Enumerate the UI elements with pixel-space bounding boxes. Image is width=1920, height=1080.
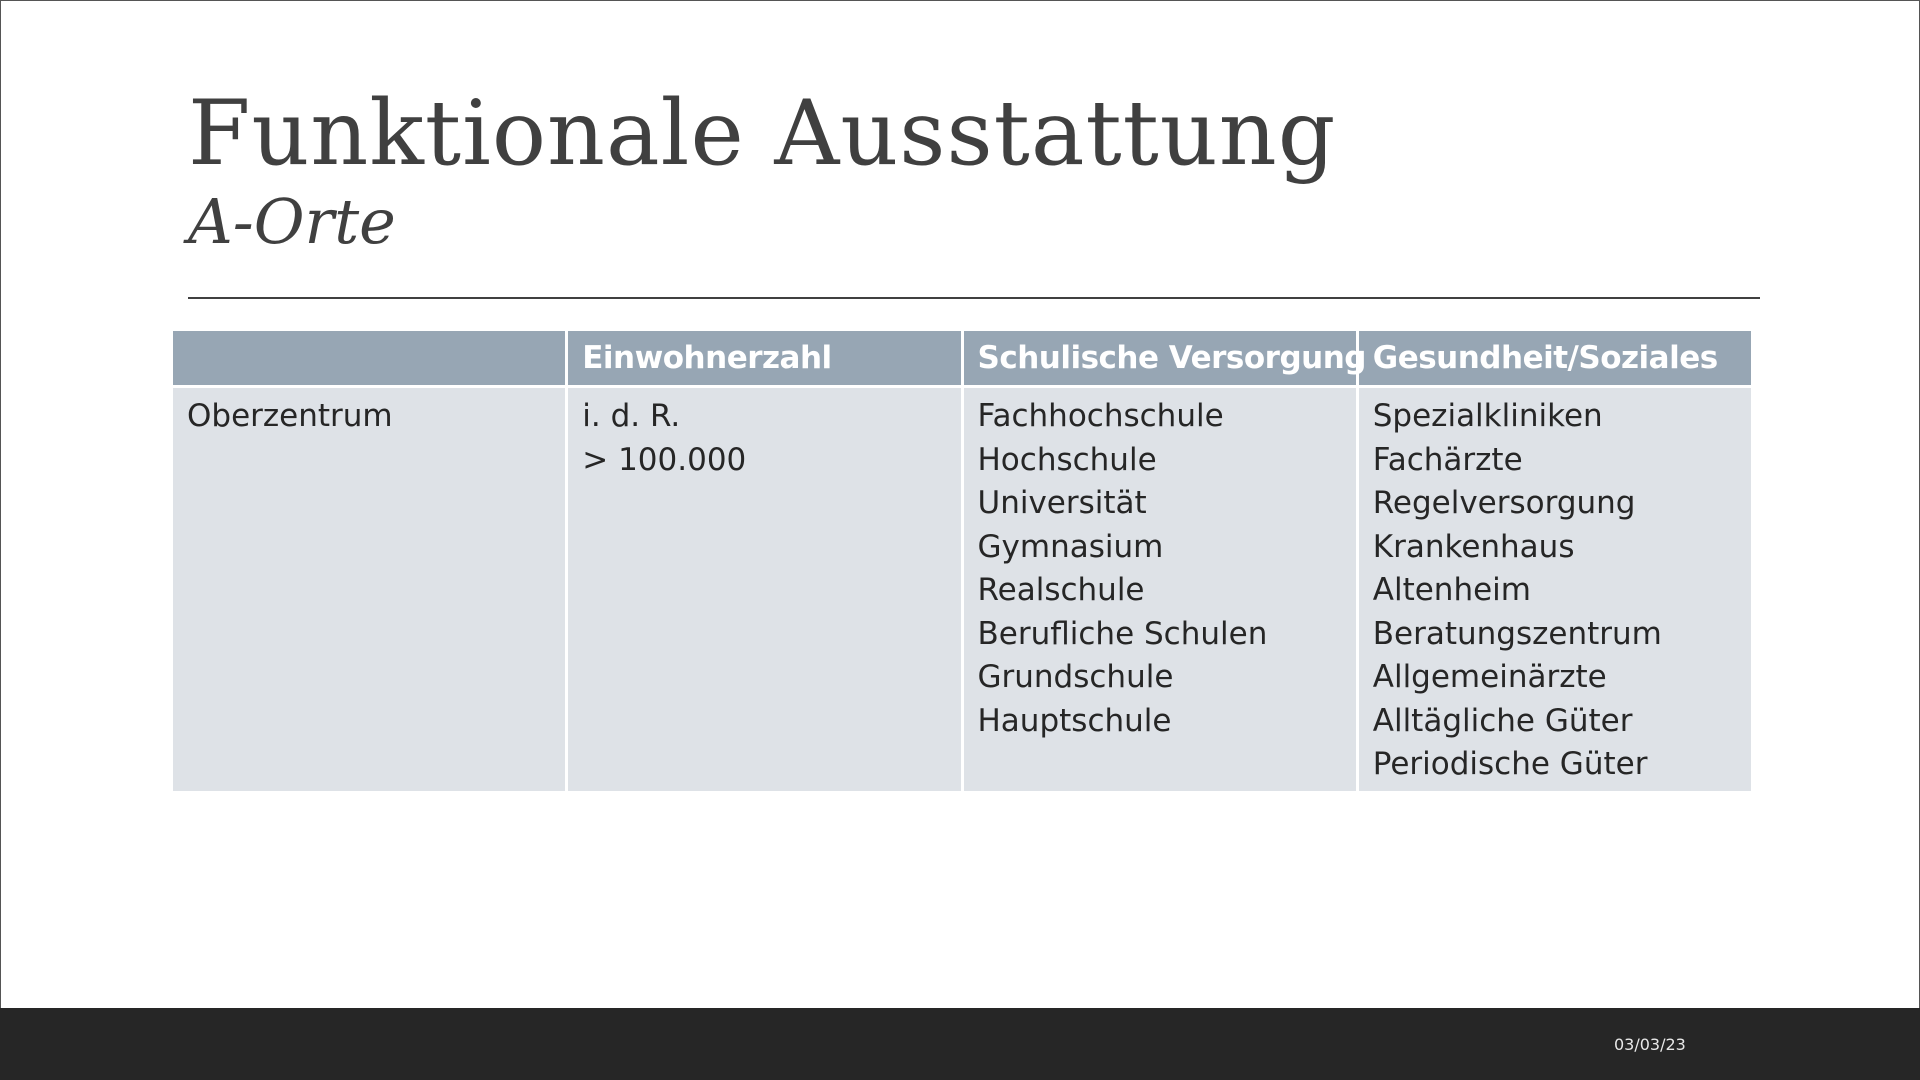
table-header-row <box>173 331 1751 385</box>
cell-line: Universität <box>977 485 1147 521</box>
title-divider <box>188 297 1760 299</box>
cell-line: Realschule <box>977 572 1145 608</box>
slide-subtitle: A-Orte <box>188 185 396 258</box>
header-einwohnerzahl: Einwohnerzahl <box>568 331 960 385</box>
row-label-cell <box>173 388 565 791</box>
cell-line: Alltägliche Güter <box>1372 702 1633 739</box>
cell-line: Krankenhaus <box>1372 528 1575 565</box>
footer-date: 03/03/23 <box>1614 1035 1686 1054</box>
header-empty <box>173 331 565 385</box>
cell-line: i. d. R. <box>582 398 681 434</box>
cell-line: Regelversorgung <box>1372 485 1636 521</box>
header-schulische-versorgung: Schulische Versorgung <box>964 331 1356 385</box>
header-gesundheit-soziales: Gesundheit/Soziales <box>1359 331 1751 385</box>
cell-line: > 100.000 <box>582 441 747 478</box>
cell-line: Allgemeinärzte <box>1372 659 1607 695</box>
row-label: Oberzentrum <box>187 398 393 434</box>
cell-line: Hauptschule <box>977 702 1172 739</box>
gesundheit-soziales-cell <box>1359 388 1751 791</box>
cell-line: Fachhochschule <box>977 398 1224 434</box>
cell-line: Hochschule <box>977 441 1157 478</box>
cell-line: Altenheim <box>1372 572 1531 608</box>
cell-line: Beratungszentrum <box>1372 615 1662 652</box>
cell-line: Gymnasium <box>977 528 1164 565</box>
cell-line: Grundschule <box>977 659 1174 695</box>
schulische-versorgung-cell <box>964 388 1356 791</box>
cell-line: Spezialkliniken <box>1372 398 1603 434</box>
table-row <box>173 388 1751 791</box>
cell-line: Periodische Güter <box>1372 746 1648 782</box>
cell-line: Fachärzte <box>1372 441 1523 478</box>
cell-line: Berufliche Schulen <box>977 615 1268 652</box>
einwohnerzahl-cell <box>568 388 960 791</box>
data-table <box>170 328 1754 794</box>
slide-title: Funktionale Ausstattung <box>188 81 1337 186</box>
